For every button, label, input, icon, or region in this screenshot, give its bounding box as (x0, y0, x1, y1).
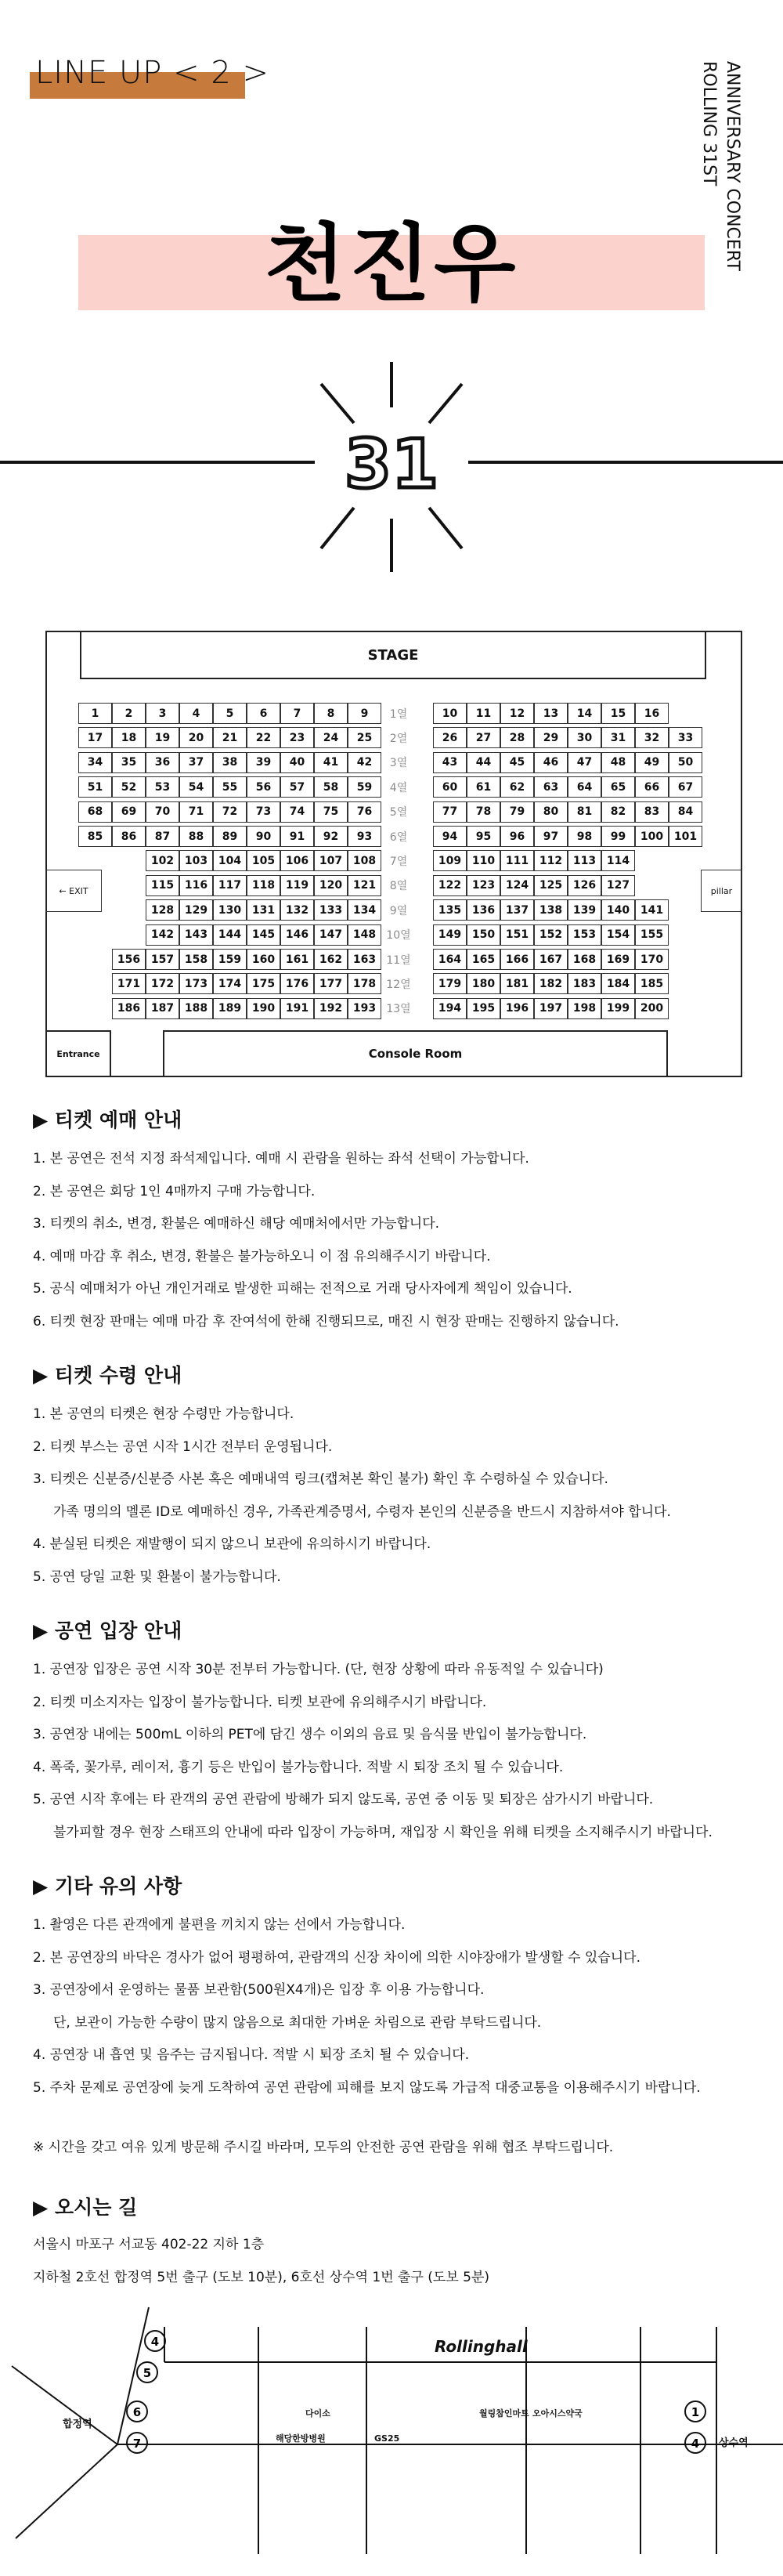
seat: 85 (78, 826, 112, 847)
seat: 36 (146, 752, 179, 773)
seat: 94 (433, 826, 467, 847)
seat: 125 (534, 875, 568, 896)
seat: 79 (500, 801, 534, 823)
seat: 92 (314, 826, 348, 847)
seat: 160 (247, 949, 280, 970)
seat: 7 (280, 703, 314, 724)
seat: 17 (78, 727, 112, 748)
seat: 105 (247, 850, 280, 871)
seat: 42 (348, 752, 381, 773)
seat: 129 (179, 899, 213, 921)
seat: 138 (534, 899, 568, 921)
map-venue: Rollinghall (435, 2337, 528, 2356)
seat: 89 (213, 826, 247, 847)
seat: 46 (534, 752, 568, 773)
seat: 103 (179, 850, 213, 871)
map-exit-7: 7 (132, 2437, 142, 2451)
entrance-label: Entrance (45, 1030, 111, 1077)
seat: 147 (314, 924, 348, 946)
map-exit-4: 4 (150, 2335, 160, 2349)
seat: 11 (467, 703, 500, 724)
seat: 157 (146, 949, 179, 970)
seat: 53 (146, 776, 179, 798)
seat: 55 (213, 776, 247, 798)
map-exit-r1: 1 (691, 2405, 700, 2419)
seat: 60 (433, 776, 467, 798)
seat: 54 (179, 776, 213, 798)
section-item: 5. 공연 당일 교환 및 환불이 불가능합니다. (33, 1568, 281, 1585)
seat: 139 (568, 899, 601, 921)
seat: 8 (314, 703, 348, 724)
seat: 26 (433, 727, 467, 748)
seat: 61 (467, 776, 500, 798)
seat: 193 (348, 998, 381, 1019)
section-item: 2. 티켓 미소지자는 입장이 불가능합니다. 티켓 보관에 유의해주시기 바랍니다. (33, 1694, 487, 1710)
seat: 167 (534, 949, 568, 970)
seat: 112 (534, 850, 568, 871)
seat: 15 (601, 703, 635, 724)
seat: 198 (568, 998, 601, 1019)
map-landmark-cinema: 월링참인마트 (479, 2408, 529, 2419)
seat: 75 (314, 801, 348, 823)
seat: 111 (500, 850, 534, 871)
seat: 184 (601, 973, 635, 994)
seat: 166 (500, 949, 534, 970)
seat: 33 (669, 727, 702, 748)
vertical-title-2: ANNIVERSARY CONCERT (723, 61, 742, 271)
map-exit-r4: 4 (691, 2437, 700, 2451)
seat: 161 (280, 949, 314, 970)
seat: 179 (433, 973, 467, 994)
section-item: 3. 티켓의 취소, 변경, 환불은 예매하신 해당 예매처에서만 가능합니다. (33, 1216, 440, 1232)
seat: 188 (179, 998, 213, 1019)
seat: 62 (500, 776, 534, 798)
seat: 158 (179, 949, 213, 970)
seat: 194 (433, 998, 467, 1019)
seat: 168 (568, 949, 601, 970)
section-item: 6. 티켓 현장 판매는 예매 마감 후 잔여석에 한해 진행되므로, 매진 시 현장 판매는 진행하지 않습니다. (33, 1313, 619, 1330)
console-room-label: Console Room (163, 1030, 668, 1077)
section-item: 4. 폭죽, 꽃가루, 레이저, 흉기 등은 반입이 불가능합니다. 적발 시 퇴장 조치 될 수 있습니다. (33, 1759, 564, 1775)
seat: 29 (534, 727, 568, 748)
seat: 6 (247, 703, 280, 724)
map-landmark-daiso: 다이소 (305, 2408, 330, 2419)
seat: 72 (213, 801, 247, 823)
directions-subway: 지하철 2호선 합정역 5번 출구 (도보 10분), 6호선 상수역 1번 출구 (도보 5분) (33, 2270, 490, 2285)
seat: 88 (179, 826, 213, 847)
seat: 106 (280, 850, 314, 871)
seat: 121 (348, 875, 381, 896)
section-item: 3. 티켓은 신분증/신분증 사본 혹은 예매내역 링크(캡쳐본 확인 불가) 확인 후 수령하실 수 있습니다. (33, 1471, 608, 1487)
seat: 39 (247, 752, 280, 773)
seat: 143 (179, 924, 213, 946)
seat: 174 (213, 973, 247, 994)
seat: 149 (433, 924, 467, 946)
map-exit-6: 6 (132, 2405, 142, 2419)
seat: 59 (348, 776, 381, 798)
seat: 86 (112, 826, 146, 847)
seat: 87 (146, 826, 179, 847)
section-item: 2. 본 공연장의 바닥은 경사가 없어 평평하여, 관람객의 신장 차이에 의한 시야장애가 발생할 수 있습니다. (33, 1949, 640, 1966)
seat: 132 (280, 899, 314, 921)
exit-label: ← EXIT (45, 870, 102, 912)
seat: 95 (467, 826, 500, 847)
seat: 159 (213, 949, 247, 970)
seat: 173 (179, 973, 213, 994)
seat: 66 (635, 776, 669, 798)
seat: 110 (467, 850, 500, 871)
seat: 24 (314, 727, 348, 748)
seat: 113 (568, 850, 601, 871)
seat: 178 (348, 973, 381, 994)
seat: 9 (348, 703, 381, 724)
section-item: 3. 공연장 내에는 500mL 이하의 PET에 담긴 생수 이외의 음료 및 음식물 반입이 불가능합니다. (33, 1727, 587, 1742)
map-station-left: 합정역 (63, 2419, 92, 2430)
section-item: 1. 촬영은 다른 관객에게 불편을 끼치지 않는 선에서 가능합니다. (33, 1917, 406, 1933)
seat: 116 (179, 875, 213, 896)
seat: 133 (314, 899, 348, 921)
seat: 107 (314, 850, 348, 871)
seat: 28 (500, 727, 534, 748)
seat: 45 (500, 752, 534, 773)
section-item: 4. 공연장 내 흡연 및 음주는 금지됩니다. 적발 시 퇴장 조치 될 수 있습니다. (33, 2047, 470, 2063)
seat: 10 (433, 703, 467, 724)
seat: 100 (635, 826, 669, 847)
row-label: 9열 (389, 904, 408, 917)
seat: 162 (314, 949, 348, 970)
seat: 71 (179, 801, 213, 823)
row-label: 2열 (389, 732, 408, 745)
section-item: 1. 공연장 입장은 공연 시작 30분 전부터 가능합니다. (단, 현장 상황에 따라 유동적일 수 있습니다) (33, 1662, 604, 1677)
seat: 186 (112, 998, 146, 1019)
row-label: 7열 (389, 855, 408, 868)
seat: 156 (112, 949, 146, 970)
seat: 144 (213, 924, 247, 946)
seat: 180 (467, 973, 500, 994)
directions-address: 서울시 마포구 서교동 402-22 지하 1층 (33, 2237, 265, 2252)
seat: 31 (601, 727, 635, 748)
seat: 63 (534, 776, 568, 798)
directions-title: ▶ 오시는 길 (33, 2196, 138, 2219)
seat: 41 (314, 752, 348, 773)
seat: 123 (467, 875, 500, 896)
seat: 58 (314, 776, 348, 798)
section-item: 가족 명의의 멜론 ID로 예매하신 경우, 가족관계증명서, 수령자 본인의 신분증을 반드시 지참하셔야 합니다. (53, 1503, 671, 1520)
seat: 34 (78, 752, 112, 773)
seat: 101 (669, 826, 702, 847)
seat: 78 (467, 801, 500, 823)
seat: 108 (348, 850, 381, 871)
seat: 175 (247, 973, 280, 994)
section-title: ▶ 티켓 수령 안내 (33, 1364, 182, 1387)
seat: 68 (78, 801, 112, 823)
seat: 195 (467, 998, 500, 1019)
seat: 182 (534, 973, 568, 994)
seat: 196 (500, 998, 534, 1019)
section-item: 4. 예매 마감 후 취소, 변경, 환불은 불가능하오니 이 점 유의해주시기 바랍니다. (33, 1248, 491, 1264)
seat: 67 (669, 776, 702, 798)
seat: 128 (146, 899, 179, 921)
row-label: 6열 (389, 830, 408, 844)
seat: 137 (500, 899, 534, 921)
location-map (0, 2303, 783, 2570)
seat: 1 (78, 703, 112, 724)
seat: 57 (280, 776, 314, 798)
seat: 80 (534, 801, 568, 823)
seat: 172 (146, 973, 179, 994)
seat: 169 (601, 949, 635, 970)
seat: 197 (534, 998, 568, 1019)
seat: 77 (433, 801, 467, 823)
seat: 73 (247, 801, 280, 823)
row-label: 8열 (389, 880, 408, 893)
row-label: 4열 (389, 781, 408, 794)
seat: 170 (635, 949, 669, 970)
seat: 136 (467, 899, 500, 921)
seat: 135 (433, 899, 467, 921)
seat: 96 (500, 826, 534, 847)
pillar-label: pillar (701, 870, 742, 912)
seat: 76 (348, 801, 381, 823)
seat: 16 (635, 703, 669, 724)
seat: 5 (213, 703, 247, 724)
map-exit-5: 5 (143, 2366, 152, 2380)
seat: 82 (601, 801, 635, 823)
seat: 117 (213, 875, 247, 896)
seat: 52 (112, 776, 146, 798)
seat: 43 (433, 752, 467, 773)
seat: 124 (500, 875, 534, 896)
seat: 30 (568, 727, 601, 748)
section-item: 4. 분실된 티켓은 재발행이 되지 않으니 보관에 유의하시기 바랍니다. (33, 1536, 431, 1552)
seat: 154 (601, 924, 635, 946)
seat: 49 (635, 752, 669, 773)
seat: 84 (669, 801, 702, 823)
seat: 3 (146, 703, 179, 724)
seat: 25 (348, 727, 381, 748)
seat: 47 (568, 752, 601, 773)
seat: 83 (635, 801, 669, 823)
seat: 104 (213, 850, 247, 871)
seat: 13 (534, 703, 568, 724)
seat: 22 (247, 727, 280, 748)
seat: 192 (314, 998, 348, 1019)
seat: 191 (280, 998, 314, 1019)
section-item: 단, 보관이 가능한 수량이 많지 않음으로 최대한 가벼운 차림으로 관람 부탁드립니다. (53, 2014, 542, 2031)
seat: 32 (635, 727, 669, 748)
seat: 20 (179, 727, 213, 748)
seat: 2 (112, 703, 146, 724)
closing-note: ※ 시간을 갖고 여유 있게 방문해 주시길 바라며, 모두의 안전한 공연 관람을 위해 협조 부탁드립니다. (33, 2140, 614, 2155)
seat: 114 (601, 850, 635, 871)
seat: 37 (179, 752, 213, 773)
seat: 118 (247, 875, 280, 896)
seat: 145 (247, 924, 280, 946)
seat: 146 (280, 924, 314, 946)
seat: 44 (467, 752, 500, 773)
seat: 119 (280, 875, 314, 896)
seat: 131 (247, 899, 280, 921)
vertical-title-1: ROLLING 31ST (699, 61, 719, 186)
anniversary-emblem (0, 353, 783, 588)
seat: 109 (433, 850, 467, 871)
seat: 142 (146, 924, 179, 946)
seat: 38 (213, 752, 247, 773)
seat: 21 (213, 727, 247, 748)
section-title: ▶ 기타 유의 사항 (33, 1875, 182, 1898)
seat: 134 (348, 899, 381, 921)
seat: 90 (247, 826, 280, 847)
map-station-right: 상수역 (719, 2437, 749, 2449)
row-label: 5열 (389, 806, 408, 819)
artist-name: 천진우 (264, 215, 519, 313)
seat: 4 (179, 703, 213, 724)
lineup-label: LINE UP < 2 > (35, 55, 270, 91)
seat: 126 (568, 875, 601, 896)
seat: 48 (601, 752, 635, 773)
stage-label: STAGE (80, 631, 706, 679)
seat: 152 (534, 924, 568, 946)
row-label: 1열 (389, 707, 408, 721)
seat: 102 (146, 850, 179, 871)
section-item: 1. 본 공연의 티켓은 현장 수령만 가능합니다. (33, 1406, 294, 1422)
seat: 183 (568, 973, 601, 994)
seat: 99 (601, 826, 635, 847)
section-item: 3. 공연장에서 운영하는 물품 보관함(500원X4개)은 입장 후 이용 가능합니다. (33, 1982, 485, 1998)
row-label: 3열 (389, 757, 408, 770)
seat: 35 (112, 752, 146, 773)
row-label: 12열 (386, 978, 411, 991)
seat: 69 (112, 801, 146, 823)
seat: 189 (213, 998, 247, 1019)
seat: 65 (601, 776, 635, 798)
section-title: ▶ 공연 입장 안내 (33, 1619, 182, 1642)
section-item: 5. 주차 문제로 공연장에 늦게 도착하여 공연 관람에 피해를 보지 않도록 가급적 대중교통을 이용해주시기 바랍니다. (33, 2079, 701, 2096)
seat: 40 (280, 752, 314, 773)
row-label: 10열 (386, 929, 411, 942)
seat: 93 (348, 826, 381, 847)
section-item: 5. 공연 시작 후에는 타 관객의 공연 관람에 방해가 되지 않도록, 공연 중 이동 및 퇴장은 삼가시기 바랍니다. (33, 1792, 654, 1807)
seat: 91 (280, 826, 314, 847)
seat: 70 (146, 801, 179, 823)
seat: 141 (635, 899, 669, 921)
section-item: 2. 티켓 부스는 공연 시작 1시간 전부터 운영됩니다. (33, 1438, 333, 1455)
seat: 200 (635, 998, 669, 1019)
seat: 27 (467, 727, 500, 748)
seat: 127 (601, 875, 635, 896)
seat: 190 (247, 998, 280, 1019)
emblem-number: 31 (345, 425, 438, 504)
seat: 187 (146, 998, 179, 1019)
seat: 164 (433, 949, 467, 970)
section-item: 2. 본 공연은 회당 1인 4매까지 구매 가능합니다. (33, 1183, 316, 1199)
seat: 81 (568, 801, 601, 823)
map-landmark-pharmacy: 오아시스약국 (532, 2408, 583, 2419)
seat: 120 (314, 875, 348, 896)
seat: 122 (433, 875, 467, 896)
row-label: 13열 (386, 1003, 411, 1016)
seat: 23 (280, 727, 314, 748)
seat: 130 (213, 899, 247, 921)
row-label: 11열 (386, 953, 411, 967)
section-item: 5. 공식 예매처가 아닌 개인거래로 발생한 피해는 전적으로 거래 당사자에게 책임이 있습니다. (33, 1281, 572, 1297)
section-item: 1. 본 공연은 전석 지정 좌석제입니다. 예매 시 관람을 원하는 좌석 선택이 가능합니다. (33, 1151, 529, 1167)
seat: 148 (348, 924, 381, 946)
seat: 165 (467, 949, 500, 970)
seat: 50 (669, 752, 702, 773)
seat: 64 (568, 776, 601, 798)
map-landmark-clinic: 해당한방병원 (276, 2433, 326, 2444)
section-item: 불가피할 경우 현장 스태프의 안내에 따라 입장이 가능하며, 재입장 시 확인을 위해 티켓을 소지해주시기 바랍니다. (53, 1824, 713, 1840)
seat: 51 (78, 776, 112, 798)
seat: 98 (568, 826, 601, 847)
seat: 115 (146, 875, 179, 896)
seat: 153 (568, 924, 601, 946)
seat: 185 (635, 973, 669, 994)
seat: 56 (247, 776, 280, 798)
seat: 151 (500, 924, 534, 946)
seat: 18 (112, 727, 146, 748)
section-title: ▶ 티켓 예매 안내 (33, 1109, 182, 1131)
seat: 155 (635, 924, 669, 946)
seat: 74 (280, 801, 314, 823)
seat: 140 (601, 899, 635, 921)
seat: 176 (280, 973, 314, 994)
seat: 14 (568, 703, 601, 724)
seat: 171 (112, 973, 146, 994)
seat: 163 (348, 949, 381, 970)
seat: 177 (314, 973, 348, 994)
map-landmark-gs25: GS25 (374, 2433, 400, 2444)
seat: 97 (534, 826, 568, 847)
seat: 19 (146, 727, 179, 748)
seat: 150 (467, 924, 500, 946)
seat: 199 (601, 998, 635, 1019)
seat: 181 (500, 973, 534, 994)
seat: 12 (500, 703, 534, 724)
